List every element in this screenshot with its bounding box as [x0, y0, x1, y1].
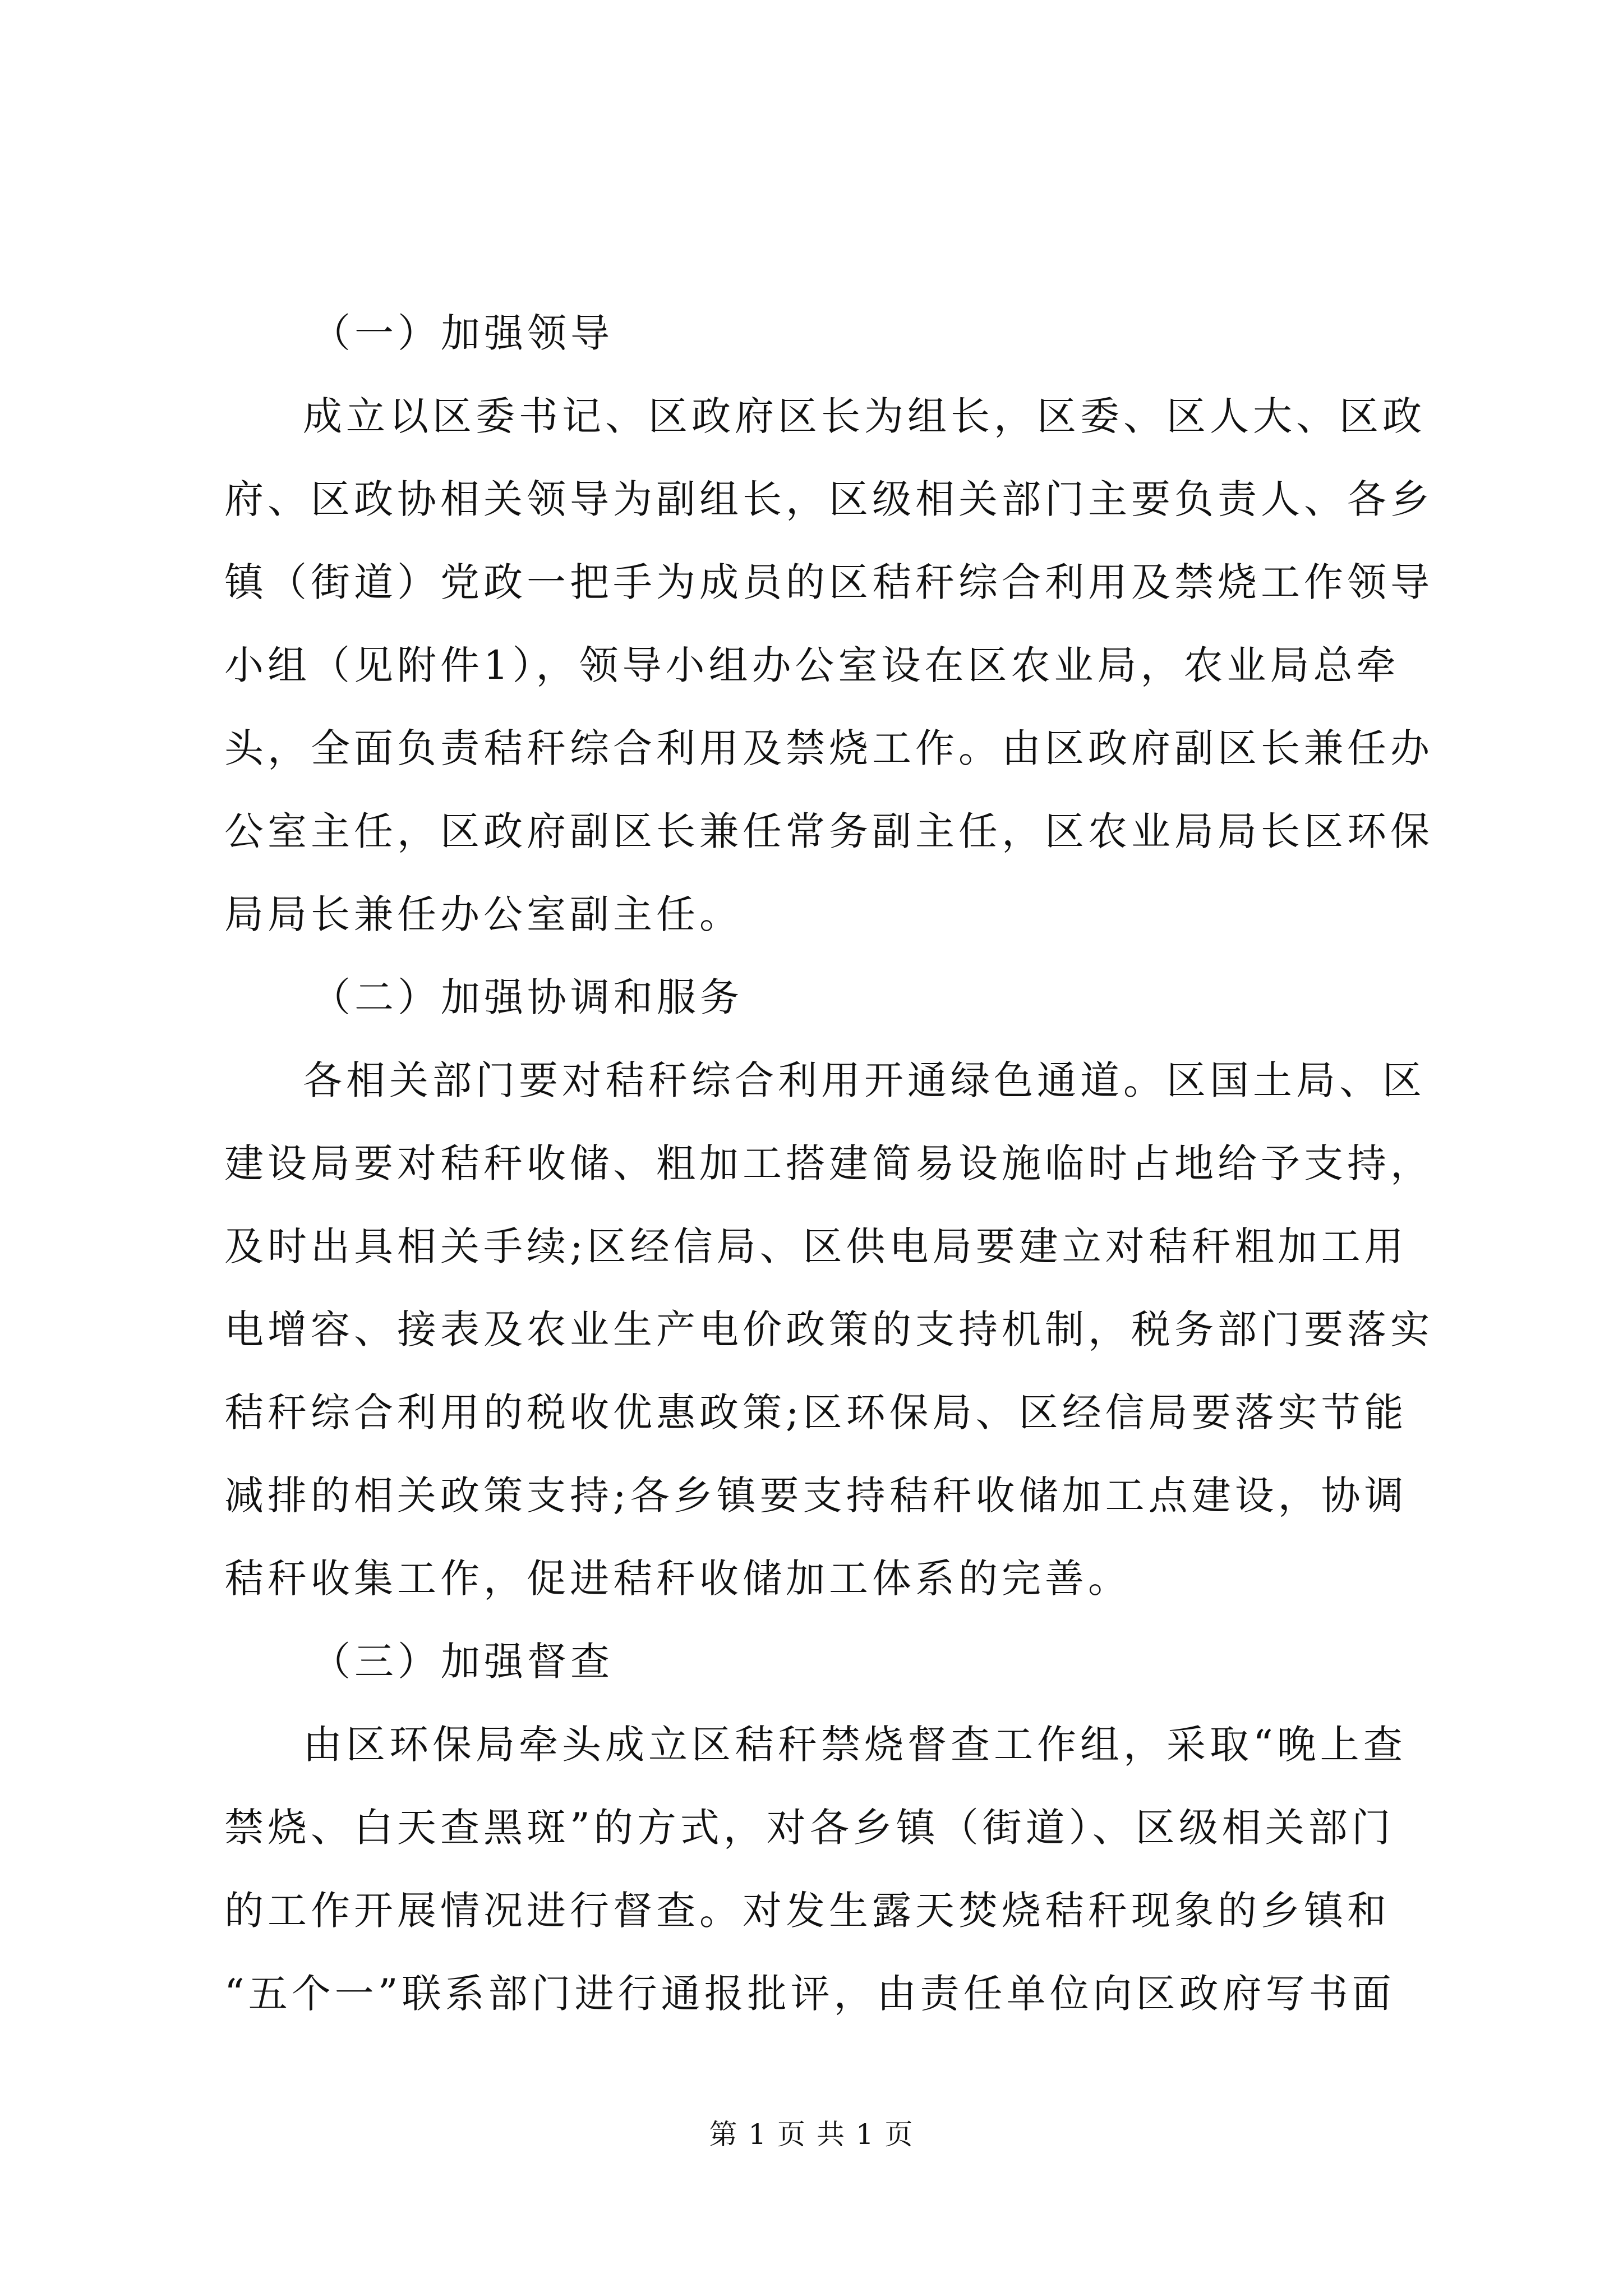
paragraph-line: 及时出具相关手续;区经信局、区供电局要建立对秸秆粗加工用: [224, 1223, 1408, 1269]
paragraph-line: 电增容、接表及农业生产电价政策的支持机制，税务部门要落实: [224, 1306, 1433, 1352]
paragraph-line: 各相关部门要对秸秆综合利用开通绿色通道。区国土局、区: [303, 1057, 1426, 1103]
paragraph-line: 秸秆综合利用的税收优惠政策;区环保局、区经信局要落实节能: [224, 1389, 1408, 1435]
paragraph-line: 禁烧、白天查黑斑”的方式，对各乡镇（街道）、区级相关部门: [224, 1805, 1395, 1851]
paragraph-line: 减排的相关政策支持;各乡镇要支持秸秆收储加工点建设，协调: [224, 1473, 1408, 1519]
paragraph-line: 成立以区委书记、区政府区长为组长，区委、区人大、区政: [303, 393, 1426, 439]
document-body: [224, 292, 1433, 2035]
section-heading-2: （二）加强协调和服务: [311, 974, 743, 1020]
paragraph-line: 小组（见附件1），领导小组办公室设在区农业局，农业局总牵: [224, 642, 1400, 688]
paragraph-line: 镇（街道）党政一把手为成员的区秸秆综合利用及禁烧工作领导: [224, 559, 1433, 605]
paragraph-line: 由区环保局牵头成立区秸秆禁烧督查工作组，采取“晚上查: [303, 1722, 1407, 1768]
paragraph-line: 头，全面负责秸秆综合利用及禁烧工作。由区政府副区长兼任办: [224, 725, 1433, 771]
paragraph-line: 局局长兼任办公室副主任。: [224, 891, 743, 937]
paragraph-line: 的工作开展情况进行督查。对发生露天焚烧秸秆现象的乡镇和: [224, 1888, 1390, 1934]
paragraph-line: “五个一”联系部门进行通报批评，由责任单位向区政府写书面: [224, 1971, 1395, 2017]
paragraph-line: 建设局要对秸秆收储、粗加工搭建简易设施临时占地给予支持，: [224, 1140, 1433, 1186]
paragraph-line: 府、区政协相关领导为副组长，区级相关部门主要负责人、各乡: [224, 476, 1433, 522]
paragraph-line: 公室主任，区政府副区长兼任常务副主任，区农业局局长区环保: [224, 808, 1433, 854]
section-heading-1: （一）加强领导: [311, 310, 614, 356]
paragraph-line: 秸秆收集工作，促进秸秆收储加工体系的完善。: [224, 1556, 1131, 1602]
section-heading-3: （三）加强督查: [311, 1639, 614, 1685]
page-footer: 第 1 页 共 1 页: [709, 2118, 914, 2151]
